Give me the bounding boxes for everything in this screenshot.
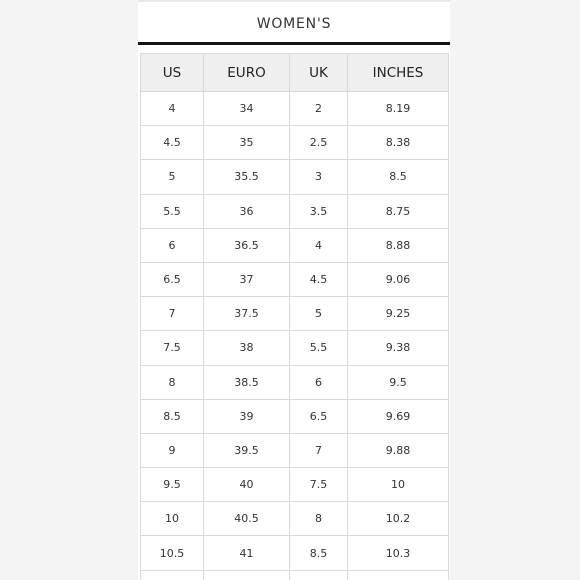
cell-euro: 37.5: [204, 297, 290, 331]
cell-uk: 2.5: [290, 126, 348, 160]
cell-euro: 39.5: [204, 433, 290, 467]
cell-euro: 35: [204, 126, 290, 160]
size-chart-card: [138, 0, 450, 580]
table-row: [141, 160, 449, 194]
cell-us: 9: [141, 433, 204, 467]
column-header-euro: EURO: [204, 54, 290, 92]
cell-us: 10: [141, 502, 204, 536]
table-row: [141, 331, 449, 365]
cell-uk: 6: [290, 365, 348, 399]
table-row: [141, 262, 449, 296]
cell-inches: 8.38: [348, 126, 449, 160]
table-row: [141, 228, 449, 262]
column-header-uk: UK: [290, 54, 348, 92]
table-row: [141, 502, 449, 536]
column-header-us: US: [141, 54, 204, 92]
table-row: [141, 126, 449, 160]
cell-us: 6: [141, 228, 204, 262]
cell-euro: 36: [204, 194, 290, 228]
table-row: [141, 399, 449, 433]
table-row: [141, 297, 449, 331]
table-row-partial: [141, 570, 449, 580]
cell-inches: 9.5: [348, 365, 449, 399]
cell-us: 9.5: [141, 468, 204, 502]
cell-inches: 8.75: [348, 194, 449, 228]
cell-inches: 9.88: [348, 433, 449, 467]
cell-uk: 4: [290, 228, 348, 262]
table-row: [141, 468, 449, 502]
cell-inches: 10.3: [348, 536, 449, 570]
cell-inches: 9.38: [348, 331, 449, 365]
title-underline: [138, 42, 450, 45]
cell-euro: 36.5: [204, 228, 290, 262]
cell-euro: 38.5: [204, 365, 290, 399]
size-conversion-table: [140, 53, 449, 580]
cell-us: 10.5: [141, 536, 204, 570]
cell-empty: [204, 570, 290, 580]
cell-uk: 8: [290, 502, 348, 536]
cell-inches: 10.2: [348, 502, 449, 536]
cell-uk: 5.5: [290, 331, 348, 365]
cell-us: 6.5: [141, 262, 204, 296]
cell-us: 7: [141, 297, 204, 331]
cell-uk: 8.5: [290, 536, 348, 570]
cell-inches: 10: [348, 468, 449, 502]
cell-euro: 38: [204, 331, 290, 365]
cell-us: 5: [141, 160, 204, 194]
table-row: [141, 92, 449, 126]
cell-uk: 3.5: [290, 194, 348, 228]
cell-inches: 9.25: [348, 297, 449, 331]
cell-us: 4: [141, 92, 204, 126]
cell-empty: [141, 570, 204, 580]
cell-empty: [290, 570, 348, 580]
column-header-inches: INCHES: [348, 54, 449, 92]
cell-uk: 7: [290, 433, 348, 467]
cell-empty: [348, 570, 449, 580]
cell-us: 4.5: [141, 126, 204, 160]
cell-uk: 3: [290, 160, 348, 194]
cell-euro: 35.5: [204, 160, 290, 194]
cell-euro: 40: [204, 468, 290, 502]
cell-euro: 41: [204, 536, 290, 570]
cell-uk: 6.5: [290, 399, 348, 433]
cell-uk: 5: [290, 297, 348, 331]
cell-euro: 34: [204, 92, 290, 126]
cell-inches: 8.19: [348, 92, 449, 126]
cell-uk: 7.5: [290, 468, 348, 502]
table-row: [141, 194, 449, 228]
cell-euro: 39: [204, 399, 290, 433]
cell-us: 7.5: [141, 331, 204, 365]
cell-us: 8: [141, 365, 204, 399]
cell-euro: 40.5: [204, 502, 290, 536]
cell-inches: 8.88: [348, 228, 449, 262]
cell-inches: 9.06: [348, 262, 449, 296]
cell-inches: 9.69: [348, 399, 449, 433]
cell-us: 8.5: [141, 399, 204, 433]
cell-uk: 2: [290, 92, 348, 126]
cell-inches: 8.5: [348, 160, 449, 194]
top-divider: [138, 0, 450, 2]
table-row: [141, 536, 449, 570]
cell-euro: 37: [204, 262, 290, 296]
section-title: WOMEN'S: [256, 16, 332, 32]
cell-us: 5.5: [141, 194, 204, 228]
table-row: [141, 365, 449, 399]
table-header-row: [141, 54, 449, 92]
cell-uk: 4.5: [290, 262, 348, 296]
table-row: [141, 433, 449, 467]
